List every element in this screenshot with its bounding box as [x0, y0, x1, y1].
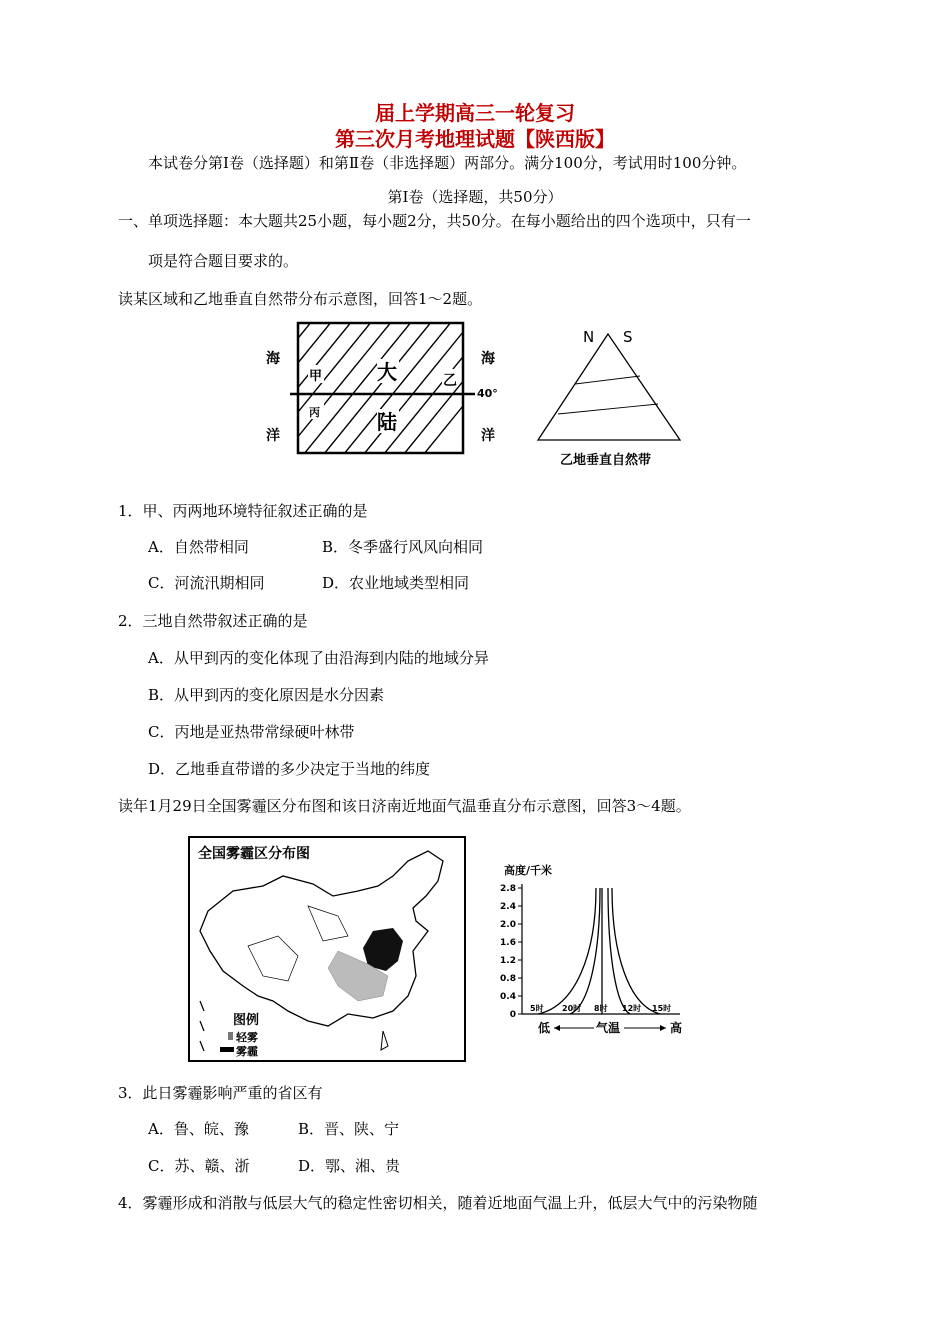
- series-label-12时: 12时: [622, 1004, 642, 1013]
- map-label-hai-right: 海: [481, 351, 495, 367]
- group2-prompt: 读年1月29日全国雾霾区分布图和该日济南近地面气温垂直分布示意图，回答3～4题。: [118, 797, 691, 815]
- q1-option-c: C．河流汛期相同: [148, 574, 265, 592]
- series-label-15时: 15时: [652, 1004, 672, 1013]
- legend-heavy-label: 雾霾: [236, 1045, 258, 1058]
- y-tick-label-5: 2.0: [500, 920, 516, 930]
- y-tick-label-6: 2.4: [500, 902, 516, 912]
- y-tick-label-1: 0.4: [500, 992, 516, 1002]
- q3-option-a: A．鲁、皖、豫: [148, 1120, 249, 1138]
- zone-boundary-lower: [558, 404, 658, 414]
- x-axis-low-label: 低: [538, 1021, 551, 1035]
- map-label-yang-right: 洋: [481, 428, 495, 444]
- legend-heavy-swatch: [220, 1047, 234, 1052]
- y-tick-label-0: 0: [509, 1010, 516, 1020]
- temperature-profile-chart: [490, 862, 700, 1040]
- x-axis-high-label: 高: [670, 1021, 683, 1035]
- part1-heading-line2: 项是符合题目要求的。: [148, 252, 299, 270]
- doc-title-line2: 第三次月考地理试题【陕西版】: [335, 127, 615, 151]
- map-label-da: 大: [377, 360, 397, 384]
- x-arrow-left-head: [554, 1025, 560, 1031]
- part1-heading-line1: 一、单项选择题：本大题共25小题，每小题2分，共50分。在每小题给出的四个选项中，只有一: [118, 212, 751, 230]
- section-title: 第Ⅰ卷（选择题，共50分）: [387, 188, 563, 206]
- mountain-zone-figure: [530, 320, 690, 470]
- q2-option-a: A．从甲到丙的变化体现了由沿海到内陆的地域分异: [148, 649, 489, 667]
- q4-stem: 4．雾霾形成和消散与低层大气的稳定性密切相关，随着近地面气温上升，低层大气中的污染物随: [118, 1194, 758, 1212]
- group1-prompt: 读某区域和乙地垂直自然带分布示意图，回答1～2题。: [118, 290, 483, 308]
- y-tick-label-4: 1.6: [500, 938, 516, 948]
- region-map-figure: [255, 315, 515, 465]
- map-label-hai-left: 海: [266, 351, 280, 367]
- zone-boundary-upper: [575, 376, 640, 384]
- q3-stem: 3．此日雾霾影响严重的省区有: [118, 1084, 323, 1102]
- china-map-title: 全国雾霾区分布图: [198, 846, 310, 862]
- q2-option-d: D．乙地垂直带谱的多少决定于当地的纬度: [148, 760, 431, 778]
- china-smog-map-figure: [188, 836, 468, 1064]
- x-axis-label: 气温: [596, 1021, 621, 1035]
- map-label-yi: 乙: [443, 373, 457, 389]
- legend-light-swatch: [228, 1032, 233, 1040]
- y-tick-label-2: 0.8: [500, 974, 516, 984]
- legend-light-label: 轻雾: [236, 1031, 258, 1044]
- series-label-8时: 8时: [594, 1004, 608, 1013]
- q2-option-b: B．从甲到丙的变化原因是水分因素: [148, 686, 385, 704]
- series-label-20时: 20时: [562, 1004, 582, 1013]
- map-label-latitude: 40°: [477, 387, 498, 400]
- series-curve-5时: [538, 888, 596, 1014]
- mountain-caption: 乙地垂直自然带: [560, 453, 652, 468]
- map-label-jia: 甲: [309, 369, 323, 384]
- q3-option-b: B．晋、陕、宁: [298, 1120, 400, 1138]
- q1-option-b: B．冬季盛行风风向相同: [322, 538, 484, 556]
- series-label-5时: 5时: [530, 1004, 544, 1013]
- y-tick-label-3: 1.2: [500, 956, 516, 966]
- q2-stem: 2．三地自然带叙述正确的是: [118, 612, 308, 630]
- legend-title: 图例: [233, 1013, 260, 1028]
- series-curve-12时: [608, 888, 630, 1014]
- map-label-lu: 陆: [377, 410, 397, 434]
- y-tick-label-7: 2.8: [500, 884, 516, 894]
- chart-ylabel: 高度/千米: [504, 864, 553, 877]
- mountain-label-n: N: [583, 328, 595, 346]
- q3-option-c: C．苏、赣、浙: [148, 1157, 250, 1175]
- map-label-bing: 丙: [309, 406, 320, 419]
- q1-option-a: A．自然带相同: [148, 538, 249, 556]
- mountain-outline: [538, 334, 680, 440]
- q2-option-c: C．丙地是亚热带常绿硬叶林带: [148, 723, 355, 741]
- map-label-yang-left: 洋: [266, 428, 280, 444]
- q3-option-d: D．鄂、湘、贵: [298, 1157, 401, 1175]
- q1-stem: 1．甲、丙两地环境特征叙述正确的是: [118, 502, 368, 520]
- x-arrow-right-head: [660, 1025, 666, 1031]
- doc-title-line1: 届上学期高三一轮复习: [375, 101, 575, 125]
- intro-text: 本试卷分第Ⅰ卷（选择题）和第Ⅱ卷（非选择题）两部分。满分100分，考试用时100分钟。: [148, 154, 747, 172]
- mountain-label-s: S: [623, 328, 633, 346]
- q1-option-d: D．农业地域类型相同: [322, 574, 470, 592]
